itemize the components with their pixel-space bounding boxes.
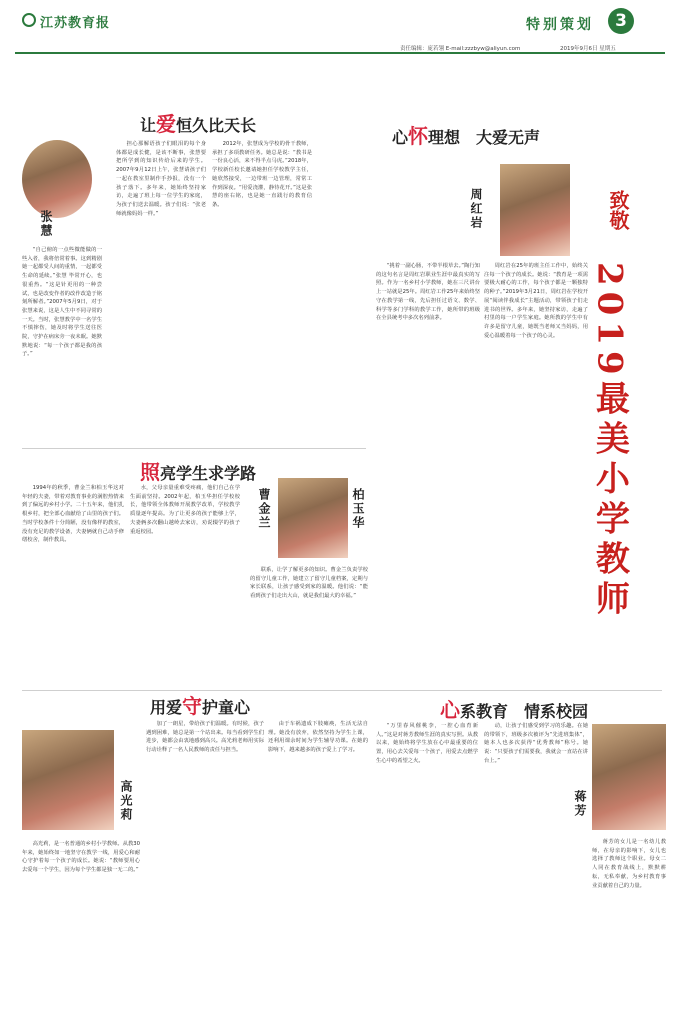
editor-info: 责任编辑：庞若翎 E-mail:zzzbyw@aliyun.com [400, 46, 521, 52]
page-number: 3 [608, 8, 634, 34]
header-rule [15, 52, 665, 54]
section-divider [22, 690, 662, 691]
article-3-column-2: 水，父母亲量重难受疼痛，他们自己在学生面前坚持。2002年起，柏玉华担任学校校长，他带领全体教师开展教学改革，学校教学质量逐年提高。为了让更多的孩子能够上学，夫妻俩多次翻山越岭去家访，劝说辍学的孩子重返校园。 [130, 485, 240, 535]
portrait-photo-jiang-fang [592, 724, 666, 830]
article-1-column-2: 担心那解语孩子们眼泪的每个身体都是成长健，是该不断事，张慧要把所学到的知识传给后来的学生。2007年9月12日上午，张慧请孩子们一起在教室里制作手抄报，没有一个孩子落下。多年来，她始终坚持家访，走遍了班上每一位学生的家庭，为孩子们送去温暖。孩子们说：“张老师就像妈妈一样。” [116, 141, 206, 217]
portrait-photo-cao-bai [278, 478, 348, 558]
portrait-photo-zhang-hui [22, 140, 92, 218]
section-title: 特别策划 [526, 17, 594, 33]
article-4-column-1: 高光莉，是一名普通的乡村小学教师。从教30年来，她始终如一地坚守在教学一线，用爱心和耐心守护着每一个孩子的成长。她说：“教师要用心去爱每一个学生，因为每个学生都是独一无二的。” [22, 841, 140, 874]
byline-bai-yuhua: 柏玉华 [351, 488, 365, 530]
article-1-column-3: 2012年，张慧成为学校的骨干教师，承担了多项教研任务。她总是说：“教书是一份良心活，来不得半点马虎。”2018年，学校新任校长邀请她担任学校教学主任，她欣然接受，一边带班一边管理，常常工作到深夜。“用爱浇灌，静待花开。”这是张慧的座右铭，也是她一直践行的教育信条。 [212, 141, 312, 208]
byline-gao-guangli: 高光莉 [119, 780, 133, 822]
article-5-column-3: 蒋芳的女儿是一名幼儿教师，在母亲的影响下，女儿也选择了教师这个职业。母女二人同在教育战线上，默默耕耘，无私奉献，为乡村教育事业贡献着自己的力量。 [592, 839, 666, 889]
byline-zhang-hui: 张慧 [39, 210, 53, 238]
headline-article-3: 照亮学生求学路 [140, 460, 257, 484]
section-divider [22, 448, 366, 449]
headline-article-4: 用爱守护童心 [150, 694, 251, 718]
logo-icon [22, 13, 36, 27]
article-4-column-3: 由于车祸遗成下肢瘫痪，生活无法自理。她没有放弃，依然坚持为学生上课，还利用课余时间为学生辅导功课。在她的影响下，越来越多的孩子爱上了学习。 [268, 721, 368, 754]
byline-jiang-fang: 蒋芳 [573, 790, 587, 818]
feature-title-salute: 致敬 [606, 190, 630, 230]
feature-title-best-teacher: 2019最美小学教师 [589, 262, 630, 621]
headline-article-5: 心系教育 情系校园 [440, 698, 589, 722]
article-3-column-1: 1994年的秋季，曹金兰和柏玉华这对年轻的夫妻，带着对教育事业的满腔热情来到了偏远的乡村小学。二十五年来，他们扎根乡村，把全部心血献给了山里的孩子们。当时学校条件十分简陋，没有像样的教室，没有充足的教学设备，夫妻俩就自己动手修缮校舍，制作教具。 [22, 485, 124, 544]
portrait-photo-gao-guangli [22, 730, 114, 830]
article-5-column-1: “万里春风催桃李，一腔心血育新人。”这是对蒋芳教师生涯的真实写照。从教以来，她始终将学生放在心中最重要的位置，用心去关爱每一个孩子，用爱去点燃学生心中的希望之火。 [376, 723, 478, 764]
article-2-column-2: 周红岩在25年的班主任工作中，始终关注每一个孩子的成长。她说：“教育是一项需要极大耐心的工作，每个孩子都是一颗独特的种子。”2019年3月21日，周红岩在学校开展“阅读伴我成长”主题活动，带领孩子们走进书的世界。多年来，她坚持家访，走遍了村里的每一户学生家庭。她所教的学生中有许多是留守儿童，她既当老师又当妈妈，用爱心温暖着每一个孩子的心灵。 [484, 263, 588, 339]
masthead: 江苏教育报 [40, 16, 111, 31]
headline-article-1: 让爱恒久比天长 [140, 112, 257, 136]
article-1-column-1: “自己俯的一点些微能做的一些入者，我将倍常着事。这到精剧她一起都受人间的重情，一起都受生命的延续。”张慧 毕常开心，也很重热。“这是针更用的一种尝试，也是改变作者的改作改造于铭刻所解者。”2007年5月9日，对于张慧来说，这是人生中不同寻常的一天。当时，张慧教学中一名学生不慎摔伤，她及时将学生送往医院，守护在病床旁一夜未眠。她默默地说：“每一个孩子都是我的孩子。” [22, 247, 102, 358]
portrait-photo-zhou-hongyan [500, 164, 570, 256]
byline-cao-jinlan: 曹金兰 [257, 488, 271, 530]
headline-article-2: 心怀理想 大爱无声 [392, 124, 541, 148]
article-2-column-1: “挑着一副心肠，不带半根草去。”陶行知的这句名言是周红岩职业生涯中最真实的写照。作为一名乡村小学教师，她在三尺讲台上一站就是25年。周红岩工作25年来始终坚守在教学第一线，先后担任过语文、数学、科学等多门学科的教学工作，她所带的班级在全县统考中多次名列前茅。 [376, 263, 480, 322]
article-4-column-2: 加了一朗星，带给孩子们温暖。有时候，孩子遇到困难，她总是第一个站出来。每当看到学生们进步，她都会由衷地感到高兴。高光莉老师用实际行动诠释了一名人民教师的责任与担当。 [146, 721, 264, 754]
article-3-column-3: 联系，让学了解更多的知识。曹金兰负责学校的留守儿童工作，她建立了留守儿童档案，定期与家长联系，让孩子感受到家的温暖。他们说：“能看到孩子们走出大山，就是我们最大的幸福。” [250, 567, 368, 600]
issue-date: 2019年9月6日 星期五 [560, 46, 616, 52]
byline-zhou-hongyan: 周红岩 [469, 188, 483, 230]
article-5-column-2: 动，让孩子们感受到学习的乐趣。在她的带领下，班级多次被评为“先进班集体”，她本人也多次获得“优秀教师”称号。她说：“只要孩子们需要我，我就会一直站在讲台上。” [484, 723, 588, 764]
